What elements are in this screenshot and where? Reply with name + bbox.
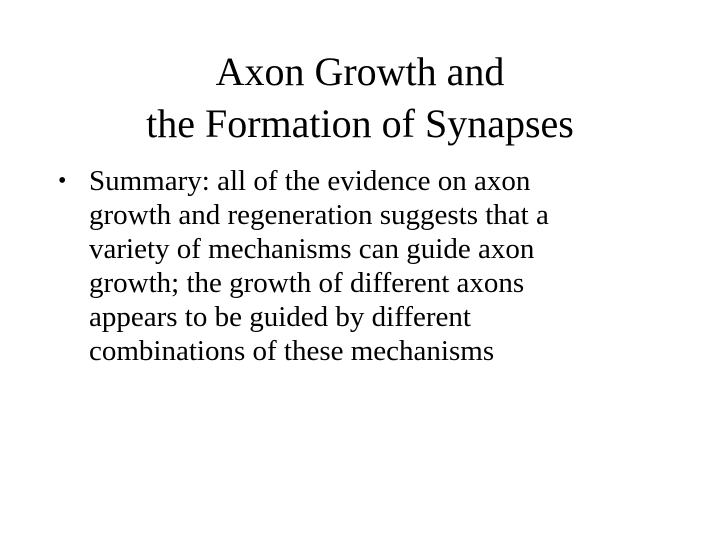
bullet-text-line-4: growth; the growth of different axons bbox=[89, 267, 525, 299]
title-line-2: the Formation of Synapses bbox=[146, 101, 574, 146]
bullet-icon: • bbox=[58, 168, 67, 194]
bullet-text-line-3: variety of mechanisms can guide axon bbox=[89, 233, 535, 265]
bullet-text-line-2: growth and regeneration suggests that a bbox=[89, 199, 549, 231]
bullet-list bbox=[58, 164, 658, 368]
slide-title bbox=[60, 46, 660, 150]
bullet-text-line-6: combinations of these mechanisms bbox=[89, 335, 495, 367]
bullet-text-line-5: appears to be guided by different bbox=[89, 301, 471, 333]
bullet-item bbox=[58, 164, 658, 368]
title-line-1: Axon Growth and bbox=[215, 49, 505, 94]
bullet-text-line-1: Summary: all of the evidence on axon bbox=[89, 165, 531, 197]
